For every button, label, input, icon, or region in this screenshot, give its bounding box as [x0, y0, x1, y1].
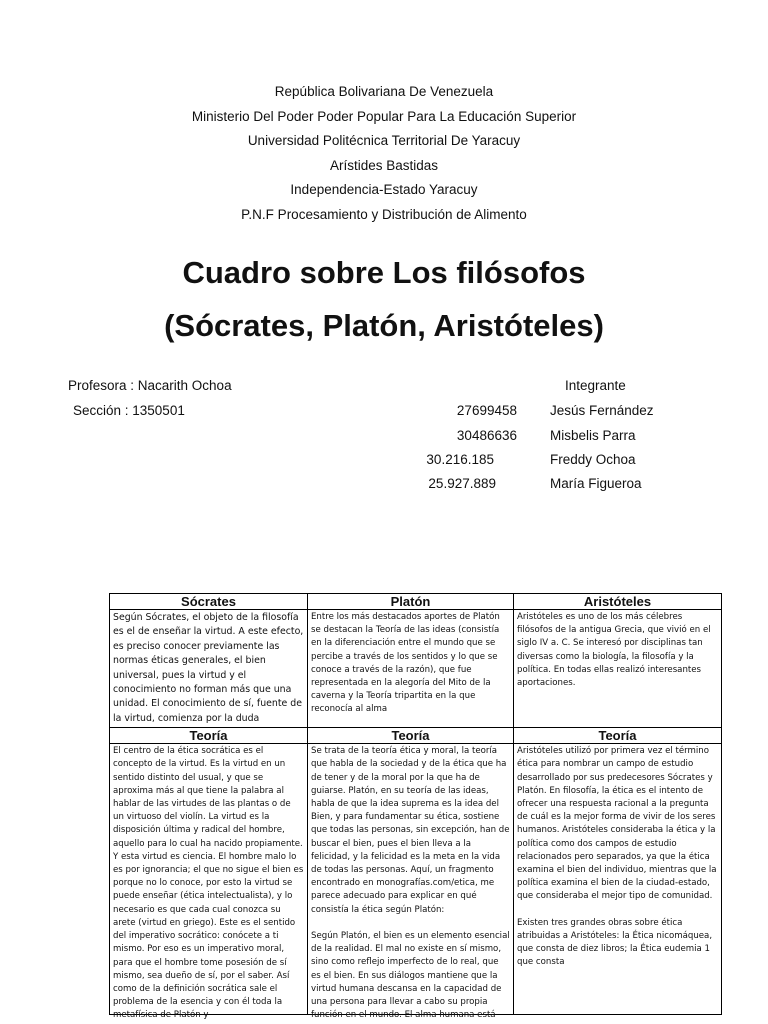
integrante-id: 30486636: [456, 428, 517, 443]
integrante-name: María Figueroa: [550, 476, 642, 491]
philosophers-table: [109, 593, 722, 1021]
integrante-id: 25.927.889: [428, 476, 496, 491]
teoria-aristoteles-paragraph: Existen tres grandes obras sobre ética atribuidas a Aristóteles: la Ética nicomáquea, que consta de diez libros; la Ética eudemia 1 que consta: [517, 917, 713, 968]
teoria-platon-cell: [308, 744, 514, 1021]
teoria-header: Teoría: [514, 728, 722, 744]
header-socrates: Sócrates: [110, 594, 308, 610]
integrante-id: 30.216.185: [426, 452, 494, 467]
integrante-name: Jesús Fernández: [550, 403, 654, 418]
integrante-name: Freddy Ochoa: [550, 452, 636, 467]
teoria-aristoteles-cell: [514, 744, 722, 1015]
teoria-platon-paragraph: Según Platón, el bien es un elemento esencial de la realidad. El mal no existe en sí mismo, sino como reflejo imperfecto de lo real, que es el bien. En sus diálogos mantiene que la virtud humana descansa en la capacidad de una persona para llevar a cabo su propia función en el mundo. El alma humana está: [311, 930, 510, 1021]
teoria-socrates-cell: [110, 744, 308, 1021]
header-line-sede: Arístides Bastidas: [329, 157, 439, 173]
teoria-aristoteles-paragraph: Aristóteles utilizó por primera vez el término ética para nombrar un campo de estudio desarrollado por sus predecesores Sócrates y Platón. En filosofía, la ética es el intento de ofrecer una respuesta racional a la pregunta de cuál es la mejor forma de vivir de los seres humanos. Aristóteles consideraba la ética y la política como dos campos de estudio relacionados pero separados, ya que la ética examina el bien del individuo, mientras que la política examina el bien de la ciudad-estado, que consideraba el mejor tipo de comunidad.: [517, 746, 717, 902]
teoria-header: Teoría: [110, 728, 308, 744]
integrante-name: Misbelis Parra: [550, 428, 636, 443]
teoria-platon-paragraph: Se trata de la teoría ética y moral, la teoría que habla de la sociedad y de la ética que ha de tener y de la moral por la que ha de guiarse. Platón, en su teoría de las ideas, habla de que la idea suprema es la idea del Bien, y para fundamentar su ética, sostiene que todas las personas, sin excepción, han de buscar el bien, pues el bien lleva a la felicidad, y la felicidad es la meta en la vida de todas las personas. Aquí, un fragmento encontrado en monografías.com/etica, me parece adecuado para explicar en qué consistía la ética según Platón:: [311, 746, 510, 915]
integrante-id: 27699458: [456, 403, 517, 418]
integrante-heading: Integrante: [565, 378, 626, 393]
table-teoria-header-row: [110, 728, 722, 744]
header-line-pnf: P.N.F Procesamiento y Distribución de Alimento: [241, 206, 527, 222]
intro-platon: Entre los más destacados aportes de Platón se destacan la Teoría de las ideas (consistía en la diferenciación entre el mundo que se percibe a través de los sentidos y lo que se conoce a través de la razón), que fue representada en la alegoría del Mito de la caverna y la Teoría tripartita en la que reconocía al alma: [308, 610, 514, 728]
header-platon: Platón: [308, 594, 514, 610]
seccion-label: Sección : 1350501: [73, 403, 185, 418]
header-line-universidad: Universidad Politécnica Territorial De Yaracuy: [247, 133, 521, 148]
intro-socrates: Según Sócrates, el objeto de la filosofía es el de enseñar la virtud. A este efecto, es preciso conocer previamente las normas éticas generales, el bien universal, pues la virtud y el conocimiento no forman más que una unidad. El conocimiento de sí, fuente de la virtud, comienza por la duda: [110, 610, 308, 728]
header-line-ubicacion: Independencia-Estado Yaracuy: [290, 182, 478, 197]
header-line-ministerio: Ministerio Del Poder Poder Popular Para La Educación Superior: [191, 108, 577, 124]
table-intro-row: [110, 610, 722, 728]
header-aristoteles: Aristóteles: [514, 594, 722, 610]
header-line-republica: República Bolivariana De Venezuela: [274, 84, 494, 99]
document-title-line2: (Sócrates, Platón, Aristóteles): [164, 308, 604, 343]
profesora-label: Profesora : Nacarith Ochoa: [68, 378, 232, 393]
document-title-line1: Cuadro sobre Los filósofos: [182, 255, 586, 290]
intro-aristoteles: Aristóteles es uno de los más célebres filósofos de la antigua Grecia, que vivió en el siglo IV a. C. Se interesó por disciplinas tan diversas como la biología, la filosofía y la política. En todas ellas realizó interesantes aportaciones.: [514, 610, 722, 728]
table-teoria-row: [110, 744, 722, 1015]
institution-header: [0, 80, 768, 227]
table-header-row: [110, 594, 722, 610]
teoria-socrates: El centro de la ética socrática es el concepto de la virtud. Es la virtud en un sentido distinto del usual, y que se aproxima más al que tiene la palabra al hablar de las virtudes de las plantas o de un virtuoso del violín. La virtud es la disposición última y radical del hombre, aquello para lo cual ha nacido propiamente. Y esta virtud es ciencia. El hombre malo lo es por ignorancia; el que no sigue el bien es porque no lo conoce, por esto la virtud se puede enseñar (ética intelectualista), y lo necesario es que cada cual conozca su arete (virtud en griego). Este es el sentido del imperativo socrático: conócete a ti mismo. Por eso es un imperativo moral, para que el hombre tome posesión de sí mismo, sea dueño de sí, por el saber. Así como de la definición socrática sale el problema de la esencia y con él toda la metafísica de Platón y: [113, 746, 304, 1021]
teoria-header: Teoría: [308, 728, 514, 744]
